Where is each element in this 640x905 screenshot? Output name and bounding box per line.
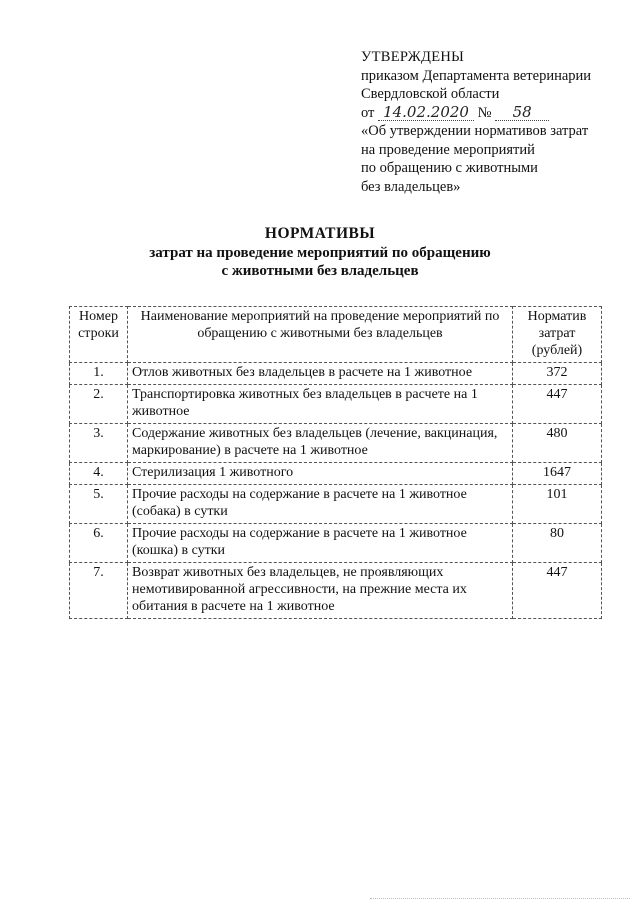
table-row: [70, 385, 602, 424]
approval-line-subject-3: по обращению с животными: [361, 160, 538, 176]
row-name: Содержание животных без владельцев (лечение, вакцинация, маркирование) в расчете на 1 животное: [128, 424, 513, 463]
header-cost: Норматив затрат (рублей): [513, 307, 602, 363]
row-name: Возврат животных без владельцев, не проявляющих немотивированной агрессивности, на прежние места их обитания в расчете на 1 животное: [128, 563, 513, 619]
row-name: Прочие расходы на содержание в расчете на 1 животное (кошка) в сутки: [128, 524, 513, 563]
row-name: Транспортировка животных без владельцев в расчете на 1 животное: [128, 385, 513, 424]
approval-line-region: Свердловской области: [361, 86, 500, 102]
row-name: Отлов животных без владельцев в расчете на 1 животное: [128, 363, 513, 385]
row-cost: 447: [513, 563, 602, 619]
title-sub-1: затрат на проведение мероприятий по обращению: [149, 244, 491, 261]
header-number: Номер строки: [70, 307, 128, 363]
row-number: 4.: [70, 463, 128, 485]
document-title: [0, 225, 640, 281]
approval-heading: УТВЕРЖДЕНЫ: [361, 49, 465, 65]
table-row: [70, 424, 602, 463]
row-cost: 480: [513, 424, 602, 463]
row-number: 5.: [70, 485, 128, 524]
title-main: НОРМАТИВЫ: [264, 225, 376, 242]
row-cost: 372: [513, 363, 602, 385]
handwritten-number: 58: [495, 105, 549, 121]
number-prefix: №: [477, 104, 492, 121]
row-name: Стерилизация 1 животного: [128, 463, 513, 485]
table-row: [70, 524, 602, 563]
approval-line-order: приказом Департамента ветеринарии: [361, 67, 592, 84]
table-row: [70, 563, 602, 619]
row-number: 6.: [70, 524, 128, 563]
header-name: Наименование мероприятий на проведение мероприятий по обращению с животными без владельцев: [128, 307, 513, 363]
approval-line-subject-2: на проведение мероприятий: [361, 141, 535, 158]
row-cost: 1647: [513, 463, 602, 485]
table-header-row: [70, 307, 602, 363]
row-number: 2.: [70, 385, 128, 424]
approval-date-line: [361, 104, 631, 123]
row-cost: 80: [513, 524, 602, 563]
table-row: [70, 363, 602, 385]
row-number: 1.: [70, 363, 128, 385]
date-prefix: от: [361, 104, 375, 121]
norms-table: [69, 306, 602, 619]
handwritten-date: 14.02.2020: [378, 105, 474, 121]
page-bottom-divider: [370, 898, 630, 900]
row-number: 7.: [70, 563, 128, 619]
approval-line-subject-1: «Об утверждении нормативов затрат: [361, 123, 589, 139]
table-row: [70, 485, 602, 524]
approval-line-subject-4: без владельцев»: [361, 178, 461, 195]
title-sub-2: с животными без владельцев: [221, 263, 419, 279]
row-cost: 447: [513, 385, 602, 424]
row-number: 3.: [70, 424, 128, 463]
row-name: Прочие расходы на содержание в расчете на 1 животное (собака) в сутки: [128, 485, 513, 524]
approval-block: [361, 48, 631, 196]
table-row: [70, 463, 602, 485]
row-cost: 101: [513, 485, 602, 524]
